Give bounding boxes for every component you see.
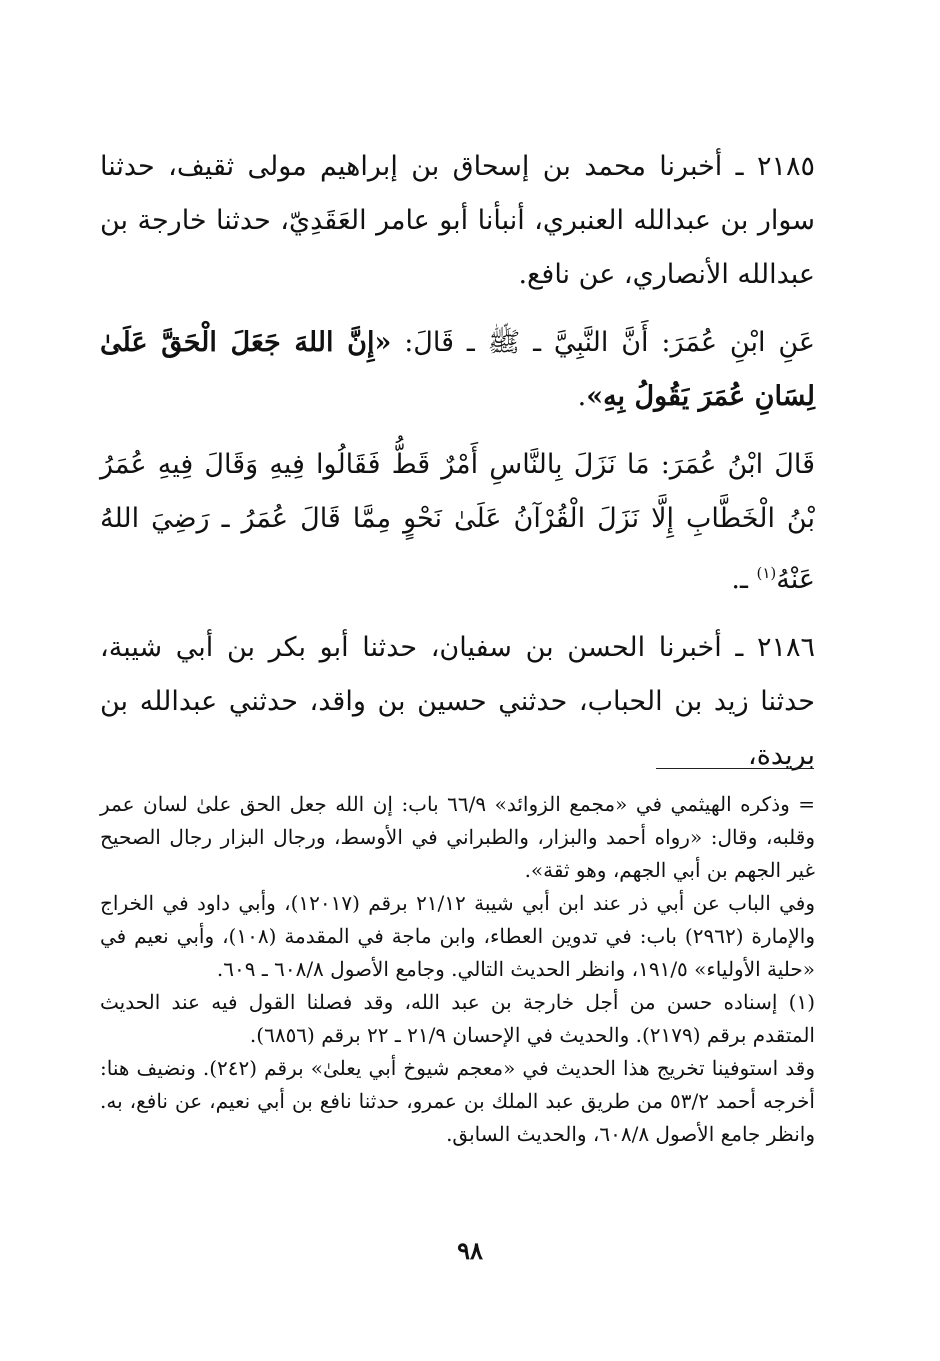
footnote-divider <box>656 768 814 769</box>
footnotes <box>100 788 815 1151</box>
hadith-2185-matn <box>100 316 815 424</box>
hadith-2185-text: ٢١٨٥ ـ أخبرنا محمد بن إسحاق بن إبراهيم مولى ثقيف، حدثنا سوار بن عبدالله العنبري، أنبأنا أبو عامر العَقَدِيّ، حدثنا خارجة بن عبدالله الأنصاري، عن نافع. <box>100 151 815 290</box>
main-text <box>100 140 815 783</box>
matn-quote: «إِنَّ اللهَ جَعَلَ الْحَقَّ عَلَىٰ لِسَانِ عُمَرَ يَقُولُ بِهِ» <box>100 327 815 412</box>
footnote-continuation-2: وفي الباب عن أبي ذر عند ابن أبي شيبة ٢١/١٢ برقم (١٢٠١٧)، وأبي داود في الخراج والإمارة (٢٩٦٢) باب: في تدوين العطاء، وابن ماجة في المقدمة (١٠٨)، وأبي نعيم في «حلية الأولياء» ١٩١/٥، وانظر الحديث التالي. وجامع الأصول ٦٠٨/٨ ـ ٦٠٩. <box>100 891 815 981</box>
matn-end: . <box>577 381 587 412</box>
hadith-2185-isnad <box>100 140 815 302</box>
footnote-continuation: = وذكره الهيثمي في «مجمع الزوائد» ٦٦/٩ باب: إن الله جعل الحق علىٰ لسان عمر وقلبه، وقال: «رواه أحمد والبزار، والطبراني في الأوسط، ورجال البزار رجال الصحيح غير الجهم بن أبي الجهم، وهو ثقة». <box>100 792 816 882</box>
footnote-1: (١) إسناده حسن من أجل خارجة بن عبد الله، وقد فصلنا القول فيه عند الحديث المتقدم برقم (٢١٧٩). والحديث في الإحسان ٢١/٩ ـ ٢٢ برقم (٦٨٥٦). <box>100 990 815 1047</box>
statement-text: قَالَ ابْنُ عُمَرَ: مَا نَزَلَ بِالنَّاسِ أَمْرٌ قَطُّ فَقَالُوا فِيهِ وَقَالَ فِيهِ عُمَرُ بْنُ الْخَطَّابِ إِلَّا نَزَلَ الْقُرْآنُ عَلَىٰ نَحْوٍ مِمَّا قَالَ عُمَرُ ـ رَضِيَ اللهُ عَنْهُ <box>100 449 815 595</box>
statement-end: ـ. <box>731 564 757 595</box>
ibn-umar-statement <box>100 438 815 607</box>
hadith-2186-text: ٢١٨٦ ـ أخبرنا الحسن بن سفيان، حدثنا أبو بكر بن أبي شيبة، حدثنا زيد بن الحباب، حدثني حسين بن واقد، حدثني عبدالله بن بريدة، <box>100 632 815 771</box>
matn-lead: عَنِ ابْنِ عُمَرَ: أَنَّ النَّبِيَّ ـ ﷺ ـ قَالَ: <box>391 327 815 358</box>
page-number: ٩٨ <box>457 1236 483 1265</box>
hadith-2186-isnad <box>100 621 815 783</box>
footnote-1-continued: وقد استوفينا تخريج هذا الحديث في «معجم شيوخ أبي يعلىٰ» برقم (٢٤٢). ونضيف هنا: أخرجه أحمد ٥٣/٢ من طريق عبد الملك بن عمرو، حدثنا نافع بن أبي نعيم، عن نافع، به. وانظر جامع الأصول ٦٠٨/٨، والحديث السابق. <box>100 1056 815 1146</box>
footnote-ref-1[interactable]: (١) <box>756 564 777 582</box>
